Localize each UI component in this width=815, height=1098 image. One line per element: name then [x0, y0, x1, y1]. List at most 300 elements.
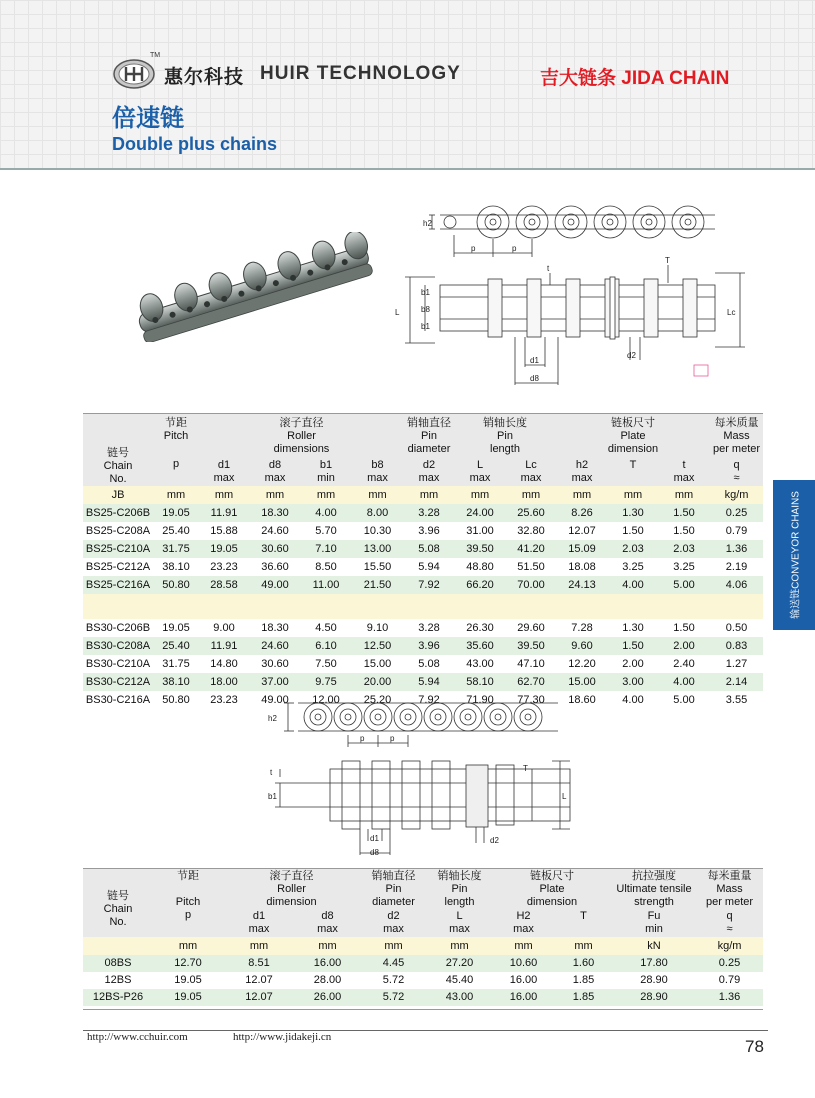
symbol-sub: ≈: [726, 923, 733, 935]
header-tensile-en: strength: [634, 895, 674, 908]
table-cell: 19.05: [174, 991, 202, 1003]
page-title-en: Double plus chains: [112, 134, 278, 154]
table-cell: 9.75: [315, 675, 337, 688]
unit-cell: mm: [404, 486, 454, 504]
table-cell: 30.60: [261, 657, 289, 670]
table-cell: 26.30: [466, 621, 494, 634]
page-number: 78: [745, 1037, 764, 1056]
table-cell: 28.00: [313, 974, 342, 986]
table-cell: 13.00: [363, 542, 392, 555]
table-cell: 12.70: [174, 957, 202, 969]
page-title-cn: 倍速链: [112, 105, 184, 132]
header-pitch-cn: 节距: [165, 416, 187, 429]
table-cell: 12.07: [245, 974, 273, 986]
table-cell: 4.00: [673, 675, 695, 688]
table-cell: 2.00: [673, 639, 695, 652]
table-cell: 25.20: [363, 693, 392, 706]
table-cell: 29.60: [517, 621, 545, 634]
table-cell: 1.36: [725, 542, 748, 555]
label-h2: h2: [268, 714, 277, 723]
header-mass-en: Mass: [716, 882, 743, 895]
symbol: d1: [217, 459, 231, 471]
symbol: Lc: [525, 459, 537, 471]
unit-cell: mm: [249, 486, 301, 504]
label-t: t: [270, 768, 273, 777]
label-p: p: [471, 244, 476, 253]
table-cell: 30.60: [261, 542, 289, 555]
label-p: p: [360, 734, 365, 743]
table-cell: 66.20: [466, 578, 494, 591]
table-cell: 0.50: [725, 621, 748, 634]
label-T: T: [665, 256, 670, 265]
chain-number-cell: BS30-C216A: [85, 693, 151, 706]
chain-number-cell: 08BS: [104, 957, 132, 969]
table-cell: 3.00: [622, 675, 644, 688]
table-cell: 5.94: [418, 560, 440, 573]
table-cell: 15.88: [210, 524, 238, 537]
table-cell: 18.30: [261, 506, 289, 519]
symbol: d2: [387, 910, 400, 922]
header-mass-en: Mass: [723, 429, 750, 442]
table-cell: 0.79: [718, 974, 741, 986]
table-cell: 24.60: [261, 639, 289, 652]
table-row: [83, 522, 763, 540]
huir-logo-icon: [112, 58, 156, 90]
table-cell: 31.75: [162, 542, 190, 555]
table-cell: 9.60: [571, 639, 593, 652]
chain-number-cell: BS30-C212A: [85, 675, 151, 688]
chain-number-cell: BS25-C216A: [85, 578, 151, 591]
header-roller-cn: 滚子直径: [269, 869, 314, 882]
table-cell: 18.60: [568, 693, 596, 706]
table-row: [83, 576, 763, 594]
table-row: [83, 972, 763, 989]
table-cell: 5.08: [418, 657, 440, 670]
symbol-sub: max: [520, 472, 542, 484]
symbol-sub: max: [571, 472, 593, 484]
header-plate-cn: 链板尺寸: [530, 869, 574, 882]
table-cell: 1.30: [622, 506, 644, 519]
table-cell: 16.00: [509, 991, 538, 1003]
symbol-sub: min: [317, 472, 335, 484]
table-cell: 28.90: [640, 991, 668, 1003]
table-cell: 70.00: [517, 578, 545, 591]
table-row: [83, 637, 763, 655]
table-cell: 31.75: [162, 657, 190, 670]
unit-cell: mm: [506, 486, 556, 504]
unit-cell: mm: [360, 937, 427, 955]
header-pinlen-en: Pin: [497, 429, 513, 442]
table-cell: 6.10: [315, 639, 337, 652]
header-chain-no: No.: [109, 916, 127, 928]
table-cell: 15.09: [568, 542, 596, 555]
table-cell: 2.03: [622, 542, 644, 555]
header-plate-en: dimension: [607, 442, 659, 455]
header-divider: [0, 168, 815, 170]
header-roller-en: Roller: [287, 429, 316, 442]
table-cell: 8.51: [248, 957, 270, 969]
table-cell: 4.00: [622, 578, 644, 591]
table-cell: 5.72: [382, 974, 405, 986]
table-cell: 50.80: [162, 693, 190, 706]
header-pindia-en: Pin: [385, 882, 402, 895]
table-cell: 15.50: [363, 560, 392, 573]
table-cell: 2.03: [673, 542, 695, 555]
table-cell: 3.25: [673, 560, 695, 573]
table-cell: 19.05: [174, 974, 202, 986]
table-cell: 5.08: [418, 542, 440, 555]
table-cell: 18.08: [568, 560, 596, 573]
symbol-sub: ≈: [733, 472, 740, 484]
symbol: H2: [516, 910, 531, 922]
unit-cell: mm: [351, 486, 404, 504]
table-cell: 8.00: [366, 506, 389, 519]
table-cell: 3.28: [418, 621, 440, 634]
symbol: b1: [319, 459, 333, 471]
table-cell: 25.40: [162, 524, 190, 537]
table-cell: 39.50: [517, 639, 545, 652]
table-cell: 1.50: [673, 524, 695, 537]
table-cell: 15.00: [568, 675, 596, 688]
header-chain-cn: 链号: [107, 890, 129, 902]
header-pinlen-cn: 销轴长度: [437, 869, 482, 882]
table-cell: 23.23: [210, 693, 238, 706]
table-cell: 1.85: [572, 974, 595, 986]
table-cell: 43.00: [445, 991, 474, 1003]
header-chain-en: Chain: [103, 903, 133, 915]
table-cell: 18.30: [261, 621, 289, 634]
table-cell: 3.28: [418, 506, 440, 519]
table-row: [83, 673, 763, 691]
symbol: d8: [321, 910, 334, 922]
table-cell: 9.00: [213, 621, 235, 634]
symbol-sub: max: [673, 472, 695, 484]
header-pindia-cn: 销轴直径: [407, 416, 451, 429]
table-cell: 25.40: [162, 639, 190, 652]
unit-cell: mm: [608, 486, 658, 504]
table-cell: 8.26: [571, 506, 593, 519]
header-roller-en: dimensions: [273, 442, 330, 455]
table-row: [83, 540, 763, 558]
table-cell: 3.96: [418, 639, 440, 652]
table-cell: 5.00: [673, 693, 695, 706]
symbol-sub: min: [645, 923, 663, 935]
symbol: t: [682, 459, 686, 471]
table-cell: 19.05: [162, 506, 190, 519]
chain-photo: [128, 232, 378, 342]
label-h2: h2: [423, 219, 432, 228]
double-plus-chain-drawing: [385, 195, 755, 390]
table-cell: 24.00: [466, 506, 494, 519]
unit-cell: mm: [556, 486, 608, 504]
table-cell: 38.10: [162, 560, 190, 573]
table-cell: 11.00: [312, 578, 340, 591]
table-cell: 32.80: [517, 524, 545, 537]
table-cell: 4.00: [622, 693, 644, 706]
table-cell: 43.00: [466, 657, 494, 670]
table-cell: 38.10: [162, 675, 190, 688]
symbol-sub: [608, 472, 658, 485]
table-cell: 2.14: [725, 675, 748, 688]
chain-number-cell: BS25-C206B: [85, 506, 151, 519]
label-b1: b1: [421, 288, 430, 297]
table-cell: 3.55: [725, 693, 748, 706]
footer-url-jidakeji[interactable]: http://www.jidakeji.cn: [233, 1031, 332, 1043]
symbol-sub: max: [264, 472, 286, 484]
chain-number-cell: BS30-C210A: [85, 657, 151, 670]
symbol-sub: max: [418, 472, 440, 484]
label-p: p: [390, 734, 395, 743]
table-cell: 5.94: [418, 675, 440, 688]
table-cell: 28.90: [640, 974, 668, 986]
table-cell: 77.30: [517, 693, 545, 706]
table-cell: 25.60: [517, 506, 545, 519]
symbol: L: [456, 910, 463, 922]
unit-cell: mm: [658, 486, 710, 504]
header-pindia-en: Pin: [421, 429, 437, 442]
table-cell: 1.30: [622, 621, 644, 634]
unit-cell: mm: [199, 486, 249, 504]
header-jb: JB: [83, 486, 153, 504]
header-chain-no: No.: [109, 473, 127, 485]
table-cell: 2.19: [725, 560, 748, 573]
symbol: q: [726, 910, 733, 922]
symbol-p: p: [184, 909, 192, 921]
table-cell: 4.45: [382, 957, 405, 969]
table-cell: 0.25: [718, 957, 741, 969]
unit-cell: mm: [223, 937, 295, 955]
table-cell: 47.10: [517, 657, 545, 670]
header-pinlen-en: length: [490, 442, 520, 455]
table-row: [83, 558, 763, 576]
bs-chain-drawing: [240, 695, 580, 860]
header-tensile-en: Ultimate tensile: [616, 882, 692, 895]
chain-number-cell: BS25-C212A: [85, 560, 151, 573]
table-cell: 49.00: [261, 693, 289, 706]
table-row: [83, 504, 763, 522]
label-d2: d2: [627, 351, 636, 360]
table-cell: 10.30: [363, 524, 392, 537]
table-cell: 62.70: [517, 675, 545, 688]
header-pinlen-en: length: [444, 895, 475, 908]
table-cell: 2.00: [622, 657, 644, 670]
table-cell: 11.91: [210, 639, 238, 652]
table-cell: 1.50: [622, 639, 644, 652]
symbol-p: p: [172, 458, 180, 470]
unit-cell: mm: [454, 486, 506, 504]
unit-cell: mm: [492, 937, 555, 955]
table-cell: 23.23: [210, 560, 238, 573]
table-cell: 10.60: [509, 957, 538, 969]
symbol-sub: max: [248, 923, 270, 935]
header-plate-en: Plate: [620, 429, 646, 442]
table-cell: 0.83: [725, 639, 748, 652]
label-L: L: [395, 308, 400, 317]
label-b8: b8: [421, 305, 430, 314]
unit-cell: mm: [555, 937, 612, 955]
brand-name-en: HUIR TECHNOLOGY: [260, 63, 461, 84]
header-pindia-cn: 销轴直径: [371, 869, 416, 882]
header-mass-en: per meter: [712, 442, 761, 455]
table-cell: 4.06: [725, 578, 748, 591]
symbol-sub: [555, 923, 612, 936]
table-cell: 50.80: [162, 578, 190, 591]
conveyor-chains-tab: [773, 480, 815, 630]
table-cell: 11.91: [210, 506, 238, 519]
table-cell: 7.28: [571, 621, 593, 634]
header-plate-cn: 链板尺寸: [611, 416, 655, 429]
table-cell: 3.25: [622, 560, 644, 573]
table-row: [83, 655, 763, 673]
header-pindia-en: diameter: [407, 442, 451, 455]
table-cell: 17.80: [640, 957, 668, 969]
table-cell: 7.92: [418, 578, 440, 591]
symbol-sub: max: [317, 923, 338, 935]
header-pinlen-en: Pin: [451, 882, 468, 895]
symbol: T: [629, 459, 637, 471]
header-mass-cn: 每米重量: [707, 869, 752, 882]
table-cell: 0.25: [725, 506, 748, 519]
header-plate-en: dimension: [526, 895, 578, 908]
table-cell: 16.00: [313, 957, 342, 969]
table-cell: 14.80: [210, 657, 238, 670]
symbol-sub: max: [469, 472, 491, 484]
jida-chain-brand: 吉大链条 JIDA CHAIN: [540, 68, 730, 89]
table-cell: 58.10: [466, 675, 494, 688]
header-pitch-cn: 节距: [177, 869, 199, 882]
table-cell: 26.00: [313, 991, 342, 1003]
table-cell: 1.50: [622, 524, 644, 537]
table-cell: 24.13: [568, 578, 596, 591]
table-row: [83, 955, 763, 972]
table-cell: 31.00: [466, 524, 494, 537]
table-cell: 7.92: [418, 693, 440, 706]
header-chain-en: Chain: [103, 460, 133, 472]
table-cell: 19.05: [162, 621, 190, 634]
label-b1: b1: [268, 792, 277, 801]
label-d2: d2: [490, 836, 499, 845]
table-cell: 45.40: [445, 974, 474, 986]
unit-cell: kg/m: [696, 937, 763, 955]
unit-cell: kN: [612, 937, 696, 955]
unit-cell: mm: [301, 486, 351, 504]
table-cell: 12.50: [363, 639, 392, 652]
table-cell: 1.36: [718, 991, 741, 1003]
table-cell: 1.50: [673, 506, 695, 519]
chain-number-cell: BS25-C208A: [85, 524, 151, 537]
table-cell: 16.00: [509, 974, 538, 986]
label-d8: d8: [530, 374, 539, 383]
bs-chain-table: [83, 868, 763, 1010]
symbol: b8: [371, 459, 384, 471]
table-cell: 12.00: [312, 693, 340, 706]
label-b1: b1: [421, 322, 430, 331]
symbol-sub: max: [513, 923, 534, 935]
header-roller-en: dimension: [266, 895, 317, 908]
table-cell: 48.80: [466, 560, 494, 573]
table-cell: 1.50: [673, 621, 695, 634]
table-cell: 20.00: [363, 675, 392, 688]
label-Lc: Lc: [727, 308, 736, 317]
header-plate-en: Plate: [539, 882, 565, 895]
table-cell: 15.00: [363, 657, 392, 670]
chain-number-cell: BS25-C210A: [85, 542, 151, 555]
unit-cell: mm: [427, 937, 492, 955]
label-t: t: [547, 264, 550, 273]
table-cell: 8.50: [315, 560, 337, 573]
table-cell: 36.60: [261, 560, 289, 573]
table-cell: 12.20: [568, 657, 596, 670]
symbol: d1: [252, 910, 266, 922]
table-cell: 9.10: [366, 621, 389, 634]
label-L: L: [562, 792, 567, 801]
unit-cell: mm: [295, 937, 360, 955]
header-pinlen-cn: 销轴长度: [483, 416, 527, 429]
label-d1: d1: [370, 834, 379, 843]
label-T: T: [523, 764, 528, 773]
symbol-sub: max: [383, 923, 404, 935]
table-cell: 1.27: [725, 657, 748, 670]
table-cell: 39.50: [466, 542, 494, 555]
header-roller-cn: 滚子直径: [279, 416, 324, 429]
table-cell: 2.40: [673, 657, 695, 670]
table-cell: 4.00: [315, 506, 337, 519]
header-tensile-cn: 抗拉强度: [632, 869, 676, 882]
header-pindia-en: diameter: [372, 895, 415, 908]
symbol: d8: [268, 459, 282, 471]
table-cell: 51.50: [517, 560, 545, 573]
chain-number-cell: BS30-C208A: [85, 639, 151, 652]
header-pitch-en: Pitch: [163, 429, 189, 442]
unit-cell: mm: [153, 937, 223, 955]
label-d1: d1: [530, 356, 539, 365]
table-cell: 49.00: [261, 578, 289, 591]
double-plus-chain-table: [83, 413, 763, 706]
table-cell: 19.05: [210, 542, 238, 555]
unit-cell: kg/m: [710, 486, 763, 504]
table-row: [83, 989, 763, 1006]
label-p: p: [512, 244, 517, 253]
table-cell: 12.07: [245, 991, 273, 1003]
trademark: TM: [150, 52, 161, 59]
header-chain-cn: 链号: [107, 447, 129, 459]
table-cell: 41.20: [517, 542, 545, 555]
footer-url-cchuir[interactable]: http://www.cchuir.com: [87, 1031, 188, 1043]
table-cell: 28.58: [210, 578, 238, 591]
brand-name-cn: 惠尔科技: [164, 67, 245, 88]
table-cell: 7.10: [315, 542, 337, 555]
table-cell: 18.00: [210, 675, 238, 688]
table-cell: 35.60: [466, 639, 494, 652]
table-cell: 7.50: [315, 657, 337, 670]
symbol-sub: max: [367, 472, 388, 484]
chain-number-cell: 12BS-P26: [92, 991, 144, 1003]
header-pitch-en: Pitch: [175, 895, 201, 908]
table-cell: 5.72: [382, 991, 405, 1003]
symbol: q: [733, 459, 740, 471]
table-cell: 21.50: [363, 578, 392, 591]
symbol: Fu: [647, 910, 661, 922]
table-cell: 1.60: [572, 957, 595, 969]
header-mass-cn: 每米质量: [714, 416, 759, 429]
symbol: L: [476, 459, 484, 471]
unit-cell: mm: [153, 486, 199, 504]
table-cell: 5.70: [315, 524, 337, 537]
table-cell: 3.96: [418, 524, 440, 537]
header-roller-en: Roller: [277, 882, 306, 895]
header-mass-en: per meter: [705, 895, 754, 908]
table-row: [83, 619, 763, 637]
